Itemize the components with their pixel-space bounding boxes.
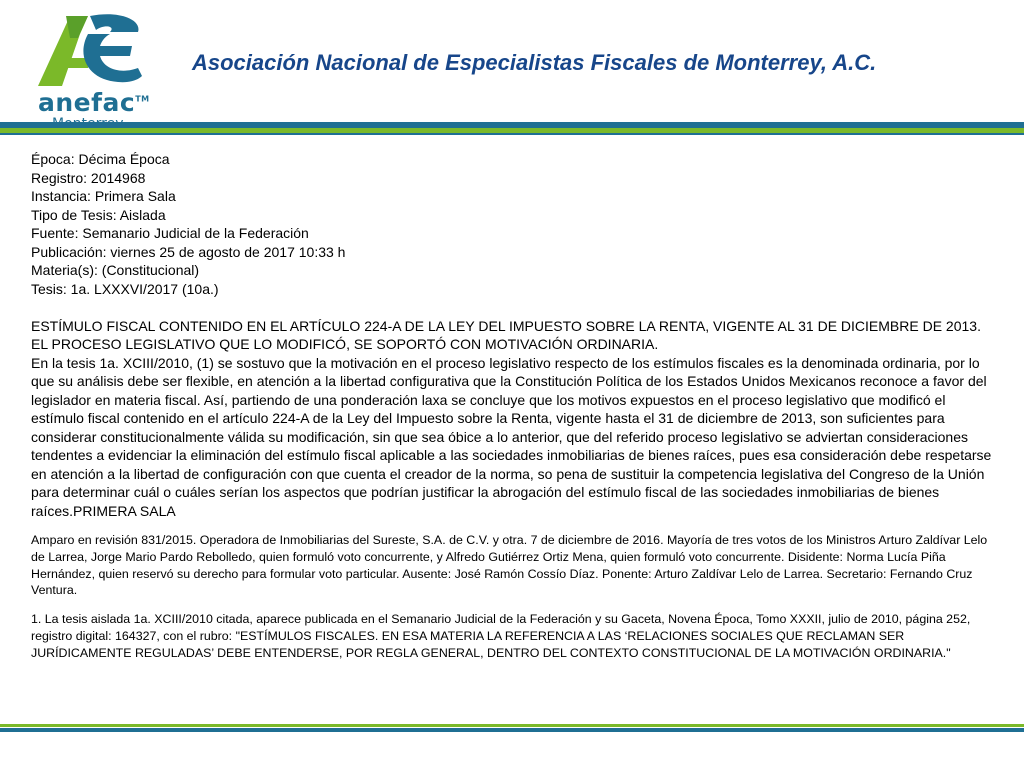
page-title: Asociación Nacional de Especialistas Fiscales de Monterrey, A.C. <box>192 50 877 75</box>
thesis-footnote: 1. La tesis aislada 1a. XCIII/2010 citada, aparece publicada en el Semanario Judicial de la Federación y su Gaceta, Novena Época, Tomo XXXII, julio de 2010, página 252, registro digital: 164327, con el rubro: "ESTÍMULOS FISCALES. EN ESA MATERIA LA REFERENCIA A LAS ‘RELACIONES SOCIALES QUE RECLAMAN SER JURÍDICAMENTE REGULADAS’ DEBE ENTENDERSE, POR REGLA GENERAL, DENTRO DEL CONTEXTO CONSTITUCIONAL DE LA MOTIVACIÓN ORDINARIA." <box>31 612 971 660</box>
footer-stripe-green <box>0 724 1024 727</box>
header <box>0 0 1024 132</box>
anefac-logo <box>30 8 160 130</box>
meta-publicacion: Publicación: viernes 25 de agosto de 2017 10:33 h <box>31 243 346 260</box>
header-stripe-thin <box>0 133 1024 135</box>
meta-materia: Materia(s): (Constitucional) <box>31 262 200 278</box>
meta-fuente: Fuente: Semanario Judicial de la Federación <box>31 225 309 241</box>
meta-instancia: Instancia: Primera Sala <box>31 188 176 204</box>
meta-registro: Registro: 2014968 <box>31 169 146 186</box>
meta-tipo: Tipo de Tesis: Aislada <box>31 206 166 223</box>
meta-tesis: Tesis: 1a. LXXXVI/2017 (10a.) <box>31 280 219 297</box>
thesis-precedent: Amparo en revisión 831/2015. Operadora de Inmobiliarias del Sureste, S.A. de C.V. y otra. 7 de diciembre de 2016. Mayoría de tres votos de los Ministros Arturo Zaldívar Lelo de Larrea, Jorge Mario Pardo Rebolledo, quien formuló voto concurrente, y Alfredo Gutiérrez Ortiz Mena, quien formuló voto concurrente. Disidente: Norma Lucía Piña Hernández, quien reservó su derecho para formular voto particular. Ausente: José Ramón Cossío Díaz. Ponente: Arturo Zaldívar Lelo de Larrea. Secretario: Fernando Cruz Ventura. <box>31 533 988 598</box>
meta-epoca: Época: Décima Época <box>31 151 170 167</box>
thesis-document <box>31 150 993 662</box>
thesis-metadata <box>31 150 993 298</box>
footer-stripe-blue <box>0 728 1024 732</box>
ae-monogram-icon <box>30 8 160 93</box>
logo-wordmark: anefac™ <box>38 88 150 117</box>
thesis-heading: ESTÍMULO FISCAL CONTENIDO EN EL ARTÍCULO 224-A DE LA LEY DEL IMPUESTO SOBRE LA RENTA, VIGENTE AL 31 DE DICIEMBRE DE 2013. EL PROCESO LEGISLATIVO QUE LO MODIFICÓ, SE SOPORTÓ CON MOTIVACIÓN ORDINARIA. <box>31 317 981 352</box>
thesis-body: En la tesis 1a. XCIII/2010, (1) se sostuvo que la motivación en el proceso legislativo respecto de los estímulos fiscales es la denominada ordinaria, por lo que su análisis debe ser flexible, en atención a la libertad configurativa que la Constitución Política de los Estados Unidos Mexicanos reconoce a favor del legislador en materia fiscal. Así, partiendo de una ponderación laxa se concluye que los motivos expuestos en el proceso legislativo que modificó el estímulo fiscal contenido en el artículo 224-A de la Ley del Impuesto sobre la Renta, vigente hasta el 31 de diciembre de 2013, son suficientes para considerar constitucionalmente válida su modificación, sin que sea óbice a lo anterior, que del referido proceso legislativo se adviertan consideraciones tendentes a evidenciar la eliminación del estímulo fiscal aplicable a las sociedades inmobiliarias de bienes raíces, pues esa consideración debe respetarse en atención a la libertad de configuración con que cuenta el creador de la norma, so pena de sustituir la competencia legislativa del Congreso de la Unión para determinar cuál o cuáles serían los aspectos que podrían justificar la abrogación del estímulo fiscal de las sociedades inmobiliarias de bienes raíces.PRIMERA SALA <box>31 354 992 519</box>
